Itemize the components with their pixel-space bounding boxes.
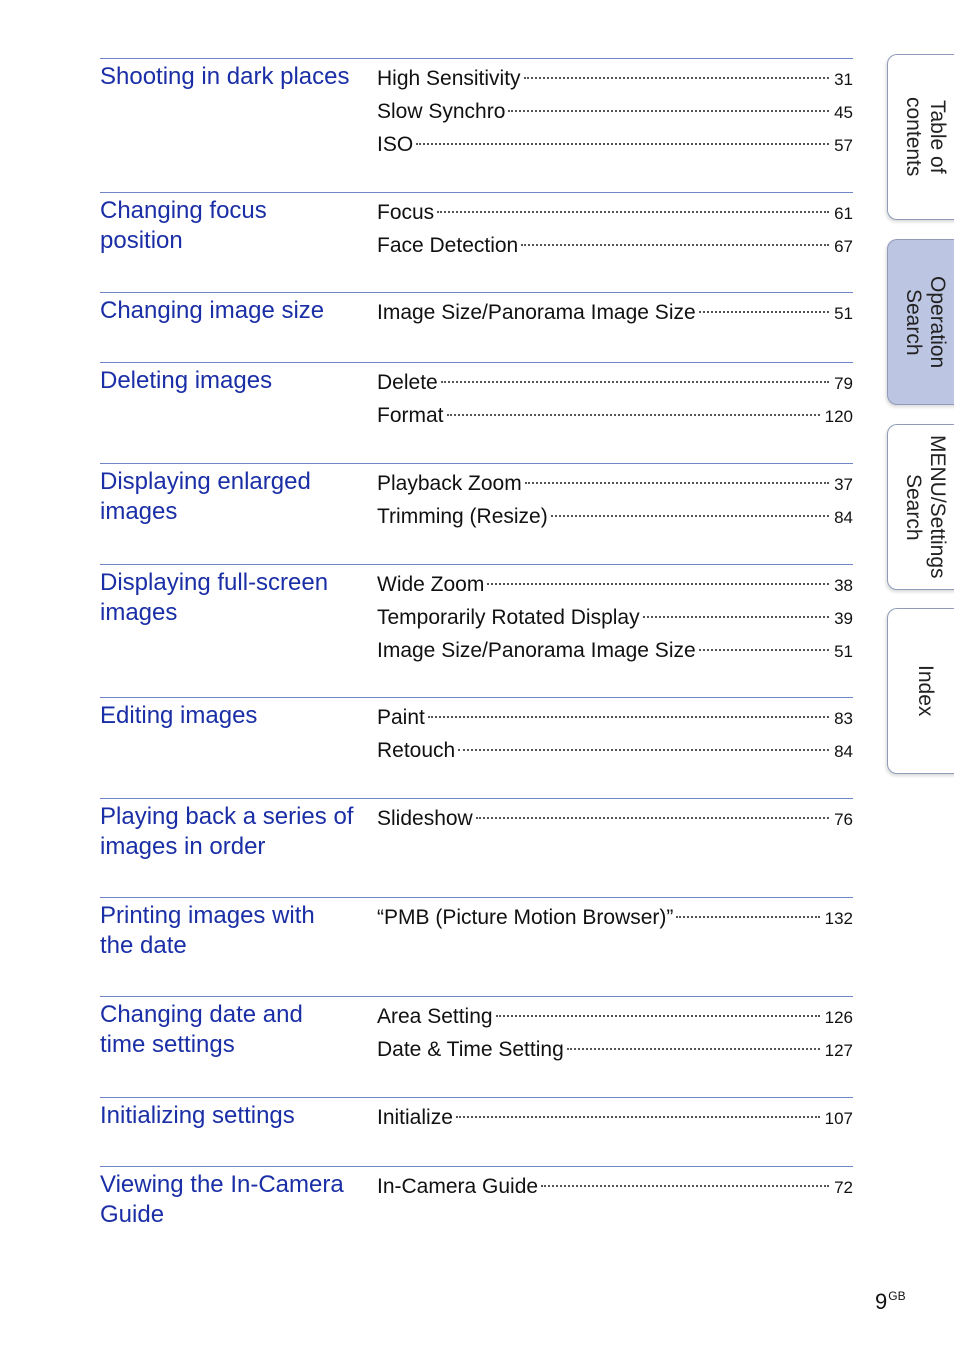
entry-list: [377, 901, 853, 934]
entry-page-number: 84: [834, 742, 853, 761]
entry-list: [377, 802, 853, 835]
entry-row[interactable]: [377, 196, 853, 229]
entry-page-number: 45: [834, 103, 853, 122]
section-title[interactable]: Shooting in dark places: [100, 63, 350, 90]
entry-page-number: 37: [834, 475, 853, 494]
entry-label: Trimming (Resize): [377, 505, 548, 528]
entry-page-number: 76: [834, 810, 853, 829]
entry-page-number: 38: [834, 576, 853, 595]
dot-leader: [524, 77, 830, 79]
section: [100, 897, 853, 996]
section-title[interactable]: Playing back a series of images in order: [100, 803, 354, 860]
entry-page-number: 67: [834, 237, 853, 256]
entry-row[interactable]: [377, 1101, 853, 1134]
entry-page-number: 84: [834, 508, 853, 527]
entry-list: [377, 1101, 853, 1134]
tab-index[interactable]: [887, 608, 954, 774]
dot-leader: [699, 649, 829, 651]
entry-label: Playback Zoom: [377, 472, 522, 495]
tab-label: MENU/Settings Search: [902, 435, 949, 579]
dot-leader: [496, 1015, 820, 1017]
entry-row[interactable]: [377, 296, 853, 329]
tab-table-of-contents[interactable]: [887, 54, 954, 220]
entry-row[interactable]: [377, 399, 853, 432]
entry-label: In-Camera Guide: [377, 1175, 539, 1198]
section: [100, 58, 853, 192]
dot-leader: [428, 716, 829, 718]
section: [100, 1097, 853, 1166]
entry-label: Temporarily Rotated Display: [377, 606, 640, 629]
entry-row[interactable]: [377, 802, 853, 835]
entry-label: Retouch: [377, 739, 456, 762]
entry-row[interactable]: [377, 601, 853, 634]
entry-page-number: 127: [824, 1041, 853, 1060]
entry-list: [377, 1170, 853, 1203]
entry-row[interactable]: [377, 128, 853, 161]
section-title[interactable]: Changing date and time settings: [100, 1001, 303, 1058]
entry-row[interactable]: [377, 1033, 853, 1066]
page-number-suffix: GB: [888, 1289, 906, 1303]
dot-leader: [456, 1116, 820, 1118]
entry-row[interactable]: [377, 701, 853, 734]
entry-row[interactable]: [377, 634, 853, 667]
entry-label: Format: [377, 404, 444, 427]
tab-operation-search[interactable]: [887, 239, 954, 405]
entry-page-number: 132: [824, 909, 853, 928]
section: [100, 362, 853, 463]
dot-leader: [567, 1048, 820, 1050]
section-title[interactable]: Displaying enlarged images: [100, 468, 311, 525]
entry-label: Image Size/Panorama Image Size: [377, 301, 696, 324]
section: [100, 463, 853, 564]
entry-page-number: 79: [834, 374, 853, 393]
entry-label: Paint: [377, 706, 425, 729]
section: [100, 1166, 853, 1246]
entry-row[interactable]: [377, 901, 853, 934]
dot-leader: [487, 583, 829, 585]
entry-page-number: 107: [824, 1109, 853, 1128]
entry-row[interactable]: [377, 62, 853, 95]
dot-leader: [447, 414, 820, 416]
tab-label: Index: [914, 665, 937, 717]
entry-label: Focus: [377, 201, 435, 224]
entry-row[interactable]: [377, 95, 853, 128]
entry-label: Area Setting: [377, 1005, 493, 1028]
entry-page-number: 51: [834, 642, 853, 661]
dot-leader: [508, 110, 829, 112]
section: [100, 697, 853, 798]
entry-list: [377, 296, 853, 329]
entry-page-number: 120: [824, 407, 853, 426]
entry-label: Slideshow: [377, 807, 473, 830]
section: [100, 192, 853, 292]
entry-page-number: 61: [834, 204, 853, 223]
dot-leader: [476, 817, 829, 819]
page-number-value: 9: [875, 1289, 888, 1314]
entry-label: Image Size/Panorama Image Size: [377, 639, 696, 662]
entry-label: Slow Synchro: [377, 100, 506, 123]
section: [100, 564, 853, 697]
entry-page-number: 72: [834, 1178, 853, 1197]
entry-label: Initialize: [377, 1106, 453, 1129]
section-title[interactable]: Viewing the In-Camera Guide: [100, 1171, 344, 1228]
dot-leader: [699, 311, 829, 313]
section: [100, 996, 853, 1097]
dot-leader: [676, 916, 819, 918]
entry-row[interactable]: [377, 500, 853, 533]
section-title[interactable]: Deleting images: [100, 367, 273, 394]
entry-page-number: 31: [834, 70, 853, 89]
operation-search-list: [100, 58, 853, 1246]
section-title[interactable]: Editing images: [100, 702, 258, 729]
entry-label: Wide Zoom: [377, 573, 485, 596]
section-title[interactable]: Changing image size: [100, 297, 325, 324]
tab-menu-settings-search[interactable]: [887, 424, 954, 590]
section-title[interactable]: Displaying full-screen images: [100, 569, 329, 626]
entry-label: ISO: [377, 133, 414, 156]
entry-row[interactable]: [377, 1000, 853, 1033]
entry-label: Delete: [377, 371, 438, 394]
entry-row[interactable]: [377, 1170, 853, 1203]
section-title[interactable]: Printing images with the date: [100, 902, 315, 959]
dot-leader: [416, 143, 829, 145]
section: [100, 292, 853, 362]
entry-page-number: 83: [834, 709, 853, 728]
section-title[interactable]: Initializing settings: [100, 1102, 295, 1129]
entry-row[interactable]: [377, 229, 853, 262]
entry-list: [377, 62, 853, 161]
page-number: [875, 1289, 906, 1315]
entry-list: [377, 196, 853, 262]
section-title[interactable]: Changing focus position: [100, 197, 267, 254]
dot-leader: [525, 482, 829, 484]
tab-label: Table of contents: [902, 97, 949, 177]
dot-leader: [541, 1185, 829, 1187]
entry-label: Face Detection: [377, 234, 519, 257]
dot-leader: [458, 749, 829, 751]
dot-leader: [643, 616, 829, 618]
entry-row[interactable]: [377, 568, 853, 601]
dot-leader: [521, 244, 829, 246]
entry-list: [377, 467, 853, 533]
entry-page-number: 126: [824, 1008, 853, 1027]
entry-list: [377, 1000, 853, 1066]
entry-label: Date & Time Setting: [377, 1038, 564, 1061]
section: [100, 798, 853, 897]
entry-row[interactable]: [377, 467, 853, 500]
dot-leader: [437, 211, 829, 213]
tab-label: Operation Search: [902, 275, 949, 369]
entry-row[interactable]: [377, 366, 853, 399]
entry-list: [377, 366, 853, 432]
dot-leader: [441, 381, 829, 383]
entry-list: [377, 701, 853, 767]
entry-label: High Sensitivity: [377, 67, 521, 90]
entry-label: “PMB (Picture Motion Browser)”: [377, 906, 674, 929]
entry-page-number: 39: [834, 609, 853, 628]
entry-page-number: 51: [834, 304, 853, 323]
entry-page-number: 57: [834, 136, 853, 155]
entry-row[interactable]: [377, 734, 853, 767]
entry-list: [377, 568, 853, 667]
dot-leader: [551, 515, 829, 517]
